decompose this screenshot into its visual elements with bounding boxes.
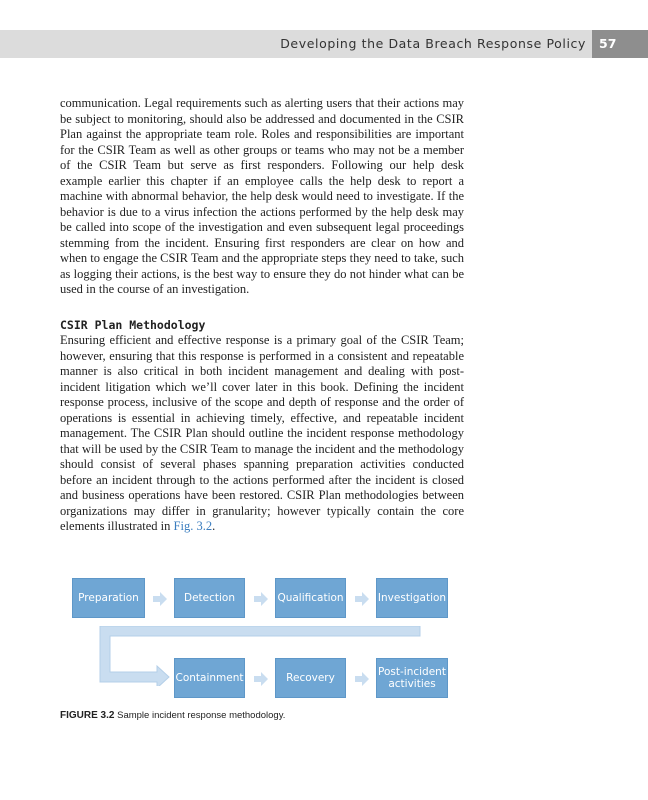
body-paragraph-2 xyxy=(60,333,464,535)
figure-caption-label: FIGURE 3.2 xyxy=(60,710,115,721)
arrow-right-icon xyxy=(152,591,168,607)
return-flow-arrow xyxy=(95,626,425,686)
step-post-incident: Post-incident activities xyxy=(376,658,448,698)
arrow-right-icon xyxy=(354,591,370,607)
arrow-right-icon xyxy=(253,591,269,607)
step-investigation: Investigation xyxy=(376,578,448,618)
page-number: 57 xyxy=(599,36,617,51)
step-preparation: Preparation xyxy=(72,578,145,618)
step-recovery: Recovery xyxy=(275,658,346,698)
step-qualification: Qualification xyxy=(275,578,346,618)
paragraph-2-end: . xyxy=(212,519,216,533)
section-heading: CSIR Plan Methodology xyxy=(60,318,206,332)
running-header-title: Developing the Data Breach Response Policy xyxy=(280,36,586,51)
step-detection: Detection xyxy=(174,578,245,618)
paragraph-2-text: Ensuring efficient and effective response is a primary goal of the CSIR Team; however, ensuring that this response is performed in a consistent and repeatable manner is also critical in both incident management and dealing with post-incident litigation which we’ll cover later in this book. Defining the incident response process, inclusive of the scope and depth of response and the order of operations is essential in achieving timely, effective, and repeatable incident management. The CSIR Plan should outline the incident response methodology that will be used by the CSIR Team to manage the incident and the methodology should consist of several phases spanning preparation activities conducted before an incident through to the actions performed after the incident is closed and business operations have been restored. CSIR Plan methodologies between organizations may differ in granularity; however typically contain the core elements illustrated in xyxy=(60,333,464,533)
step-containment: Containment xyxy=(174,658,245,698)
figure-reference-link[interactable]: Fig. 3.2 xyxy=(173,519,213,533)
figure-caption-text: Sample incident response methodology. xyxy=(117,710,286,721)
body-paragraph-1: communication. Legal requirements such as alerting users that their actions may be subject to monitoring, should also be addressed and documented in the CSIR Plan against the appropriate team role. Roles and responsibilities are important for the CSIR Team as well as other groups or teams who may not be a member of the CSIR Team but serve as first responders. Following our help desk example earlier this chapter if an employee calls the help desk to report a machine with abnormal behavior, the help desk would need to investigate. If the behavior is due to a virus infection the actions performed by the help desk may be called into scope of the investigation and even subsequent legal proceedings stemming from the incident. Ensuring first responders are clear on how and when to engage the CSIR Team and the appropriate steps they need to take, such as logging their actions, is the best way to ensure they do not hinder what can be used in the course of an investigation. xyxy=(60,96,464,296)
figure-caption xyxy=(60,710,285,721)
